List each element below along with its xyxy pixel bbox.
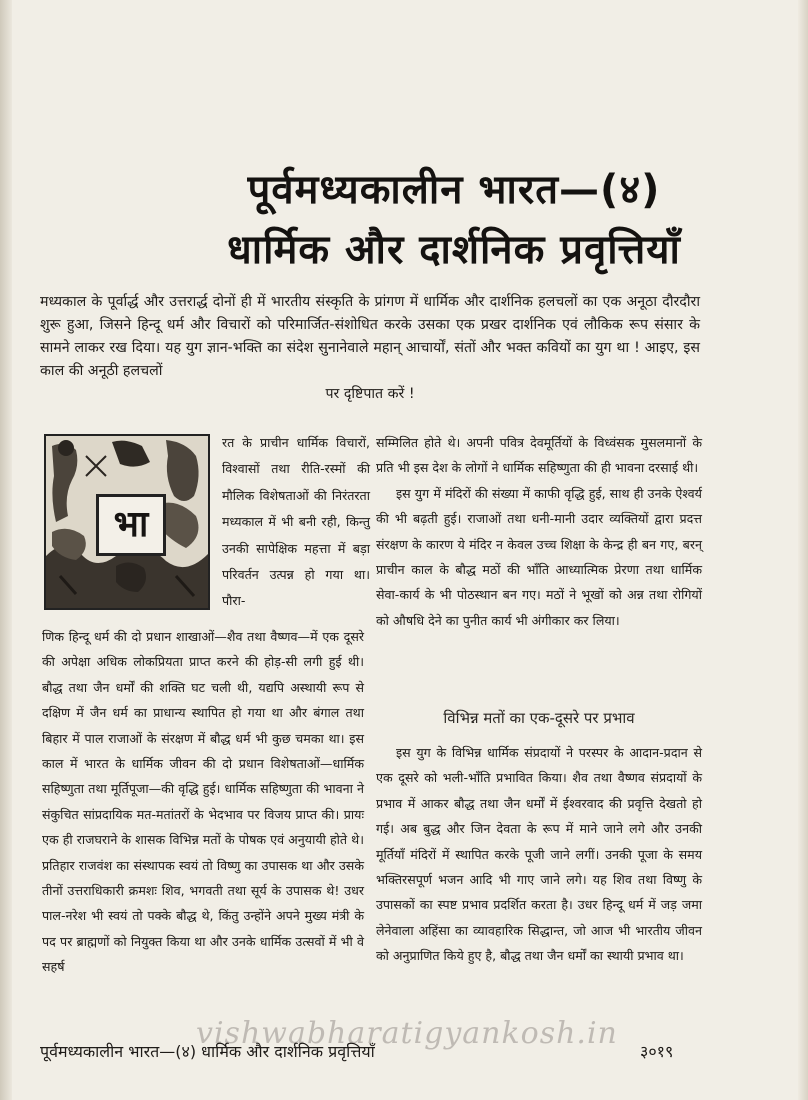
right-paragraph-1: सम्मिलित होते थे। अपनी पवित्र देवमूर्तियों के विध्वंसक मुसलमानों के प्रति भी इस देश के लोगों ने धार्मिक सहिष्णुता की ही भावना दरसाई थी। [376,435,702,476]
intro-last-line: पर दृष्टिपात करें ! [325,386,415,402]
dropcap-letter: भा [96,494,166,556]
right-paragraph-2: इस युग में मंदिरों की संख्या में काफी वृद्धि हुई, साथ ही उनके ऐश्वर्य की भी बढ़ती हुई। राजाओं तथा धनी-मानी उदार व्यक्तियों द्वारा प्रदत्त संरक्षण के कारण ये मंदिर न केवल उच्च शिक्षा के केन्द्र ही बन गए, बरन् प्राचीन काल के बौद्ध मठों की भाँति आध्यात्मिक प्रेरणा तथा धार्मिक सेवा-कार्य के भी पोठस्थान बन गए। मठों ने भूखों को अन्न तथा रोगियों को औषधि देने का पुनीत कार्य भी अंगीकार कर लिया। [376,485,702,628]
right-column-bottom [376,740,702,969]
page-edge-left [0,0,12,1100]
right-paragraph-3: इस युग के विभिन्न धार्मिक संप्रदायों ने परस्पर के आदान-प्रदान से एक दूसरे को भली-भाँति प्रभावित किया। शैव तथा वैष्णव संप्रदायों के प्रभाव में आकर बौद्ध तथा जैन धर्मों में ईश्वरवाद की प्रवृत्ति देखतो हो गई। अब बुद्ध और जिन देवता के रूप में माने जाने लगे और उनकी मूर्तियाँ मंदिरों में स्थापित करके पूजी जाने लगीं। उनकी पूजा के समय भक्तिरसपूर्ण भजन आदि भी गाए जाने लगे। यह शिव तथा विष्णु के उपासकों का स्पष्ट प्रभाव प्रदर्शित करता है। उधर हिन्दू धर्म में जड़ जमा लेनेवाला अहिंसा का व्यावहारिक सिद्धान्त, जो आज भी भारतीय जीवन को अनुप्राणित किये हुए है, बौद्ध तथा जैन धर्मों का स्थायी प्रभाव था। [376,745,702,964]
footer-running-title: पूर्वमध्यकालीन भारत—(४) धार्मिक और दार्शनिक प्रवृत्तियाँ [40,1042,375,1061]
section-subheading: विभिन्न मतों का एक-दूसरे पर प्रभाव [443,709,635,727]
page-edge-right [798,0,808,1100]
dropcap-illustration [44,434,210,610]
intro-paragraph [40,291,700,406]
left-column-top: रत के प्राचीन धार्मिक विचारों, विश्वासों तथा रीति-रस्मों की मौलिक विशेषताओं की निरंतरता मध्यकाल में भी बनी रही, किन्तु उनकी सापेक्षिक महत्ता में बड़ा परिवर्तन उत्पन्न हो गया था। पौरा- [222,435,370,609]
watermark: vishwabharatigyankosh.in [196,1016,618,1051]
footer-page-number: ३०१९ [640,1042,674,1061]
page-title-line-2: धार्मिक और दार्शनिक प्रवृत्तियाँ [227,227,681,273]
right-column-top [376,430,702,633]
intro-text: मध्यकाल के पूर्वार्द्ध और उत्तरार्द्ध दोनों ही में भारतीय संस्कृति के प्रांगण में धार्मिक और दार्शनिक हलचलों का एक अनूठा दौरदौरा शुरू हुआ, जिसने हिन्दू धर्म और विचारों को परिमार्जित-संशोधित करके उसका एक प्रखर दार्शनिक एवं लौकिक रूप संसार के सामने लाकर रख दिया। यह युग ज्ञान-भक्ति का संदेश सुनानेवाले महान् आचार्यों, संतों और भक्त कवियों का युग था ! आइए, इस काल की अनूठी हलचलों [40,294,700,379]
page-title-line-1: पूर्वमध्यकालीन भारत—(४) [247,167,661,213]
left-column-body: णिक हिन्दू धर्म की दो प्रधान शाखाओं—शैव तथा वैष्णव—में एक दूसरे की अपेक्षा अधिक लोकप्रियता प्राप्त करने की होड़-सी लगी हुई थी। बौद्ध तथा जैन धर्मों की शक्ति घट चली थी, यद्यपि अस्थायी रूप से दक्षिण में जैन धर्म का प्राधान्य स्थापित हो गया था और बंगाल तथा बिहार में पाल राजाओं के संरक्षण में बौद्ध धर्म भी कुछ चमका था। इस काल में भारत के धार्मिक जीवन की दो प्रधान विशेषताओं—धार्मिक सहिष्णुता तथा मूर्तिपूजा—की वृद्धि हुई। धार्मिक सहिष्णुता की भावना ने संकुचित सांप्रदायिक मत-मतांतरों के भेदभाव पर विजय प्राप्त की। प्रायः एक ही राजघराने के शासक विभिन्न मतों के पोषक एवं अनुयायी होते थे। प्रतिहार राजवंश का संस्थापक स्वयं तो विष्णु का उपासक था और उसके तीनों उत्तराधिकारी क्रमशः शिव, भगवती तथा सूर्य के उपासक थे! उधर पाल-नरेश भी स्वयं तो पक्के बौद्ध थे, किंतु उन्होंने अपने मुख्य मंत्री के पद पर ब्राह्मणों को नियुक्त किया था और उनके धार्मिक उत्सवों में भी वे सहर्ष [42,629,364,975]
